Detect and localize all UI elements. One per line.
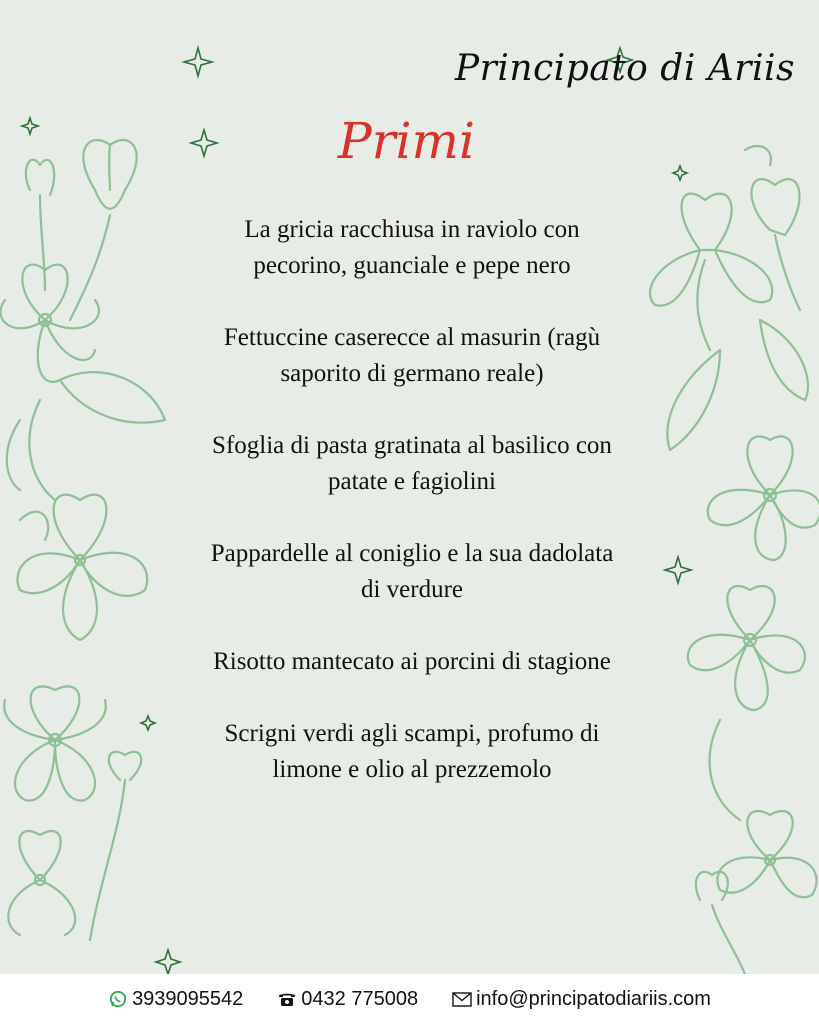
dish-line: patate e fagiolini — [328, 468, 496, 495]
bud-left-top — [26, 140, 137, 320]
dish-line: limone e olio al prezzemolo — [272, 756, 552, 783]
dish-line: Scrigni verdi agli scampi, profumo di — [224, 720, 600, 747]
restaurant-name: Principato di Ariis — [454, 48, 795, 89]
dish-item — [150, 428, 674, 500]
flower-left-top — [1, 265, 99, 382]
dish-line: Risotto mantecato ai porcini di stagione — [213, 648, 611, 675]
dish-line: di verdure — [360, 576, 464, 603]
whatsapp-icon — [108, 989, 128, 1009]
dish-line: Fettuccine caserecce al masurin (ragù — [223, 324, 601, 351]
email-contact[interactable] — [452, 988, 711, 1011]
flower-right-low — [688, 586, 805, 820]
dish-item — [150, 320, 674, 392]
leaves-right-mid — [667, 320, 808, 450]
dish-item — [150, 716, 674, 788]
whatsapp-contact[interactable] — [108, 988, 243, 1011]
dish-line: saporito di germano reale) — [280, 360, 544, 387]
envelope-icon — [452, 989, 472, 1009]
email-address: info@principatodiariis.com — [476, 987, 711, 1010]
dish-line: La gricia racchiusa in raviolo con — [244, 216, 580, 243]
flower-left-bottom — [4, 686, 141, 940]
dish-line: pecorino, guanciale e pepe nero — [253, 252, 571, 279]
dish-line: Sfoglia di pasta gratinata al basilico con — [212, 432, 612, 459]
phone-number: 0432 775008 — [301, 987, 419, 1010]
dish-list — [150, 212, 674, 824]
leaves-left-mid — [7, 372, 165, 500]
section-title: Primi — [338, 112, 475, 170]
dish-item — [150, 644, 674, 680]
telephone-icon — [277, 989, 297, 1009]
lotus-left — [18, 495, 148, 640]
whatsapp-number: 3939095542 — [132, 987, 244, 1010]
contact-footer — [0, 974, 819, 1024]
dish-item — [150, 212, 674, 284]
flower-right-bottom — [696, 811, 817, 974]
phone-contact[interactable] — [277, 988, 418, 1011]
flower-right-mid — [708, 436, 819, 560]
dish-item — [150, 536, 674, 608]
dish-line: Pappardelle al coniglio e la sua dadolata — [210, 540, 614, 567]
